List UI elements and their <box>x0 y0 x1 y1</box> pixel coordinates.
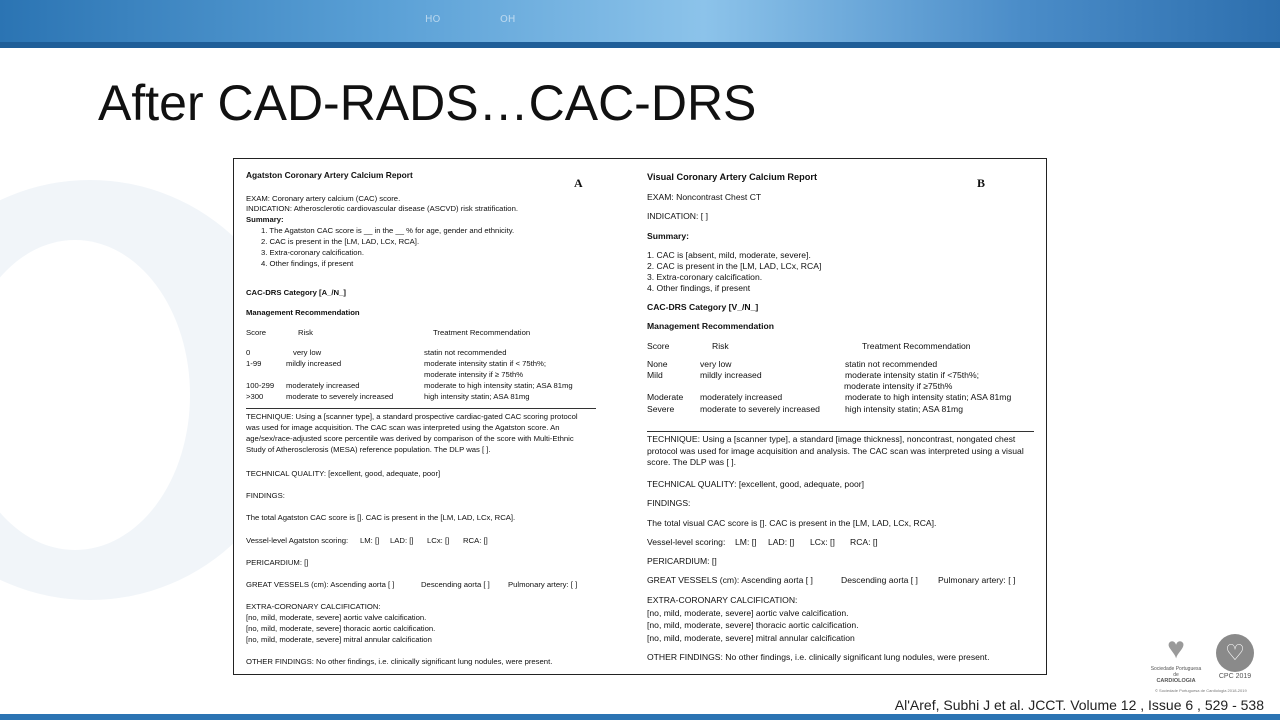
spc-logo-name: CARDIOLOGIA <box>1156 678 1196 684</box>
report-b-findings: FINDINGS: <box>647 498 691 508</box>
report-a-extra-item: [no, mild, moderate, severe] thoracic aortic calcification. <box>246 624 436 633</box>
report-a-management: Management Recommendation <box>246 308 360 317</box>
report-b-category: CAC-DRS Category [V_/N_] <box>647 302 759 312</box>
report-a-row-risk: moderately increased <box>286 381 360 390</box>
report-a-letter: A <box>574 176 583 190</box>
report-a-great-vessels: GREAT VESSELS (cm): Ascending aorta [ ] <box>246 580 395 589</box>
report-a-extra-item: [no, mild, moderate, severe] mitral annular calcification <box>246 635 432 644</box>
report-b-vessel-lcx: LCx: [] <box>810 537 835 547</box>
report-b-great-vessels: GREAT VESSELS (cm): Ascending aorta [ ] <box>647 575 813 585</box>
banner-glyph-ho: HO <box>425 14 441 25</box>
report-b-vessel-lad: LAD: [] <box>768 537 795 547</box>
report-a-category: CAC-DRS Category [A_/N_] <box>246 288 346 297</box>
report-b-row-score: Mild <box>647 370 663 380</box>
heart-icon: ♥ <box>1167 632 1185 665</box>
report-b-extra-item: [no, mild, moderate, severe] mitral annular calcification <box>647 633 855 643</box>
report-a-technique: TECHNIQUE: Using a [scanner type], a standard prospective cardiac-gated CAC scoring protocol was used for image acquisition. The CAC scan was interpreted using the Agatston score. An age/sex/race-adjusted score percentile was derived by comparison of the score with Multi-Ethnic Study of Atherosclerosis (MESA) reference population. The DLP was [ ]. <box>246 412 578 454</box>
report-a-findings: FINDINGS: <box>246 491 285 500</box>
report-b-management: Management Recommendation <box>647 321 775 331</box>
report-a-other: OTHER FINDINGS: No other findings, i.e. clinically significant lung nodules, were present. <box>246 657 553 666</box>
report-b-extra-label: EXTRA-CORONARY CALCIFICATION: <box>647 595 798 605</box>
report-a-total: The total Agatston CAC score is []. CAC is present in the [LM, LAD, LCx, RCA]. <box>246 513 516 522</box>
report-b-row-score: Severe <box>647 404 675 414</box>
report-a-pericardium: PERICARDIUM: [] <box>246 558 309 567</box>
report-b-row-treatment: high intensity statin; ASA 81mg <box>845 404 963 414</box>
report-b-total: The total visual CAC score is []. CAC is present in the [LM, LAD, LCx, RCA]. <box>647 518 937 528</box>
report-a-col-score: Score <box>246 328 267 337</box>
report-b-vessel-label: Vessel-level scoring: <box>647 537 726 547</box>
report-b-summary-item: 2. CAC is present in the [LM, LAD, LCx, RCA] <box>647 261 822 271</box>
report-a-row-score: 0 <box>246 348 251 357</box>
report-b-pulmonary: Pulmonary artery: [ ] <box>938 575 1016 585</box>
report-b-exam: EXAM: Noncontrast Chest CT <box>647 192 762 202</box>
report-a-row-risk: very low <box>293 348 322 357</box>
report-a-vessel-label: Vessel-level Agatston scoring: <box>246 536 349 545</box>
report-a-row-treatment: moderate to high intensity statin; ASA 81mg <box>424 381 573 390</box>
report-b-row-risk: moderately increased <box>700 392 783 402</box>
report-b-technique: TECHNIQUE: Using a [scanner type], a standard [image thickness], noncontrast, nongated chest protocol was used for image acquisition and analysis. The CAC scan was interpreted using a visual score. The DLP was [ ]. <box>647 434 1024 468</box>
report-a-vessel-lcx: LCx: [] <box>427 536 450 545</box>
report-a-row-treatment: moderate intensity if ≥ 75th% <box>424 370 524 379</box>
spc-logo-caption: Sociedade Portuguesa de <box>1150 666 1202 678</box>
heart-outline-icon: ♡ <box>1216 634 1254 672</box>
report-a-summary-item: 1. The Agatston CAC score is __ in the __ % for age, gender and ethnicity. <box>261 226 515 235</box>
report-b-extra-item: [no, mild, moderate, severe] aortic valve calcification. <box>647 608 849 618</box>
report-a-summary-item: 2. CAC is present in the [LM, LAD, LCx, RCA]. <box>261 237 420 246</box>
top-banner <box>0 0 1280 48</box>
report-a-title: Agatston Coronary Artery Calcium Report <box>246 170 413 180</box>
report-a-summary-item: 3. Extra-coronary calcification. <box>261 248 364 257</box>
report-b-summary-item: 4. Other findings, if present <box>647 283 751 293</box>
report-a-row-score: 100-299 <box>246 381 275 390</box>
report-a-vessel-rca: RCA: [] <box>463 536 488 545</box>
bottom-bar <box>0 714 1280 720</box>
slide-title: After CAD-RADS…CAC-DRS <box>98 75 757 131</box>
report-b-row-risk: mildly increased <box>700 370 762 380</box>
report-b-row-score: Moderate <box>647 392 684 402</box>
report-b-vessel-lm: LM: [] <box>735 537 757 547</box>
report-figure <box>233 158 1047 675</box>
report-a-row-treatment: moderate intensity statin if < 75th%; <box>424 359 546 368</box>
report-b-col-score: Score <box>647 341 670 351</box>
report-b-letter: B <box>977 176 986 190</box>
report-b-row-risk: very low <box>700 359 732 369</box>
report-b-pericardium: PERICARDIUM: [] <box>647 556 717 566</box>
report-b-col-treatment: Treatment Recommendation <box>862 341 971 351</box>
report-a-summary-item: 4. Other findings, if present <box>261 259 354 268</box>
report-a-summary-label: Summary: <box>246 215 284 224</box>
report-a-pulmonary: Pulmonary artery: [ ] <box>508 580 578 589</box>
report-b-divider <box>647 431 1034 432</box>
spc-logo <box>1150 632 1202 684</box>
banner-glyph-oh: OH <box>500 14 516 25</box>
logo-footnote: © Sociedade Portuguesa de Cardiologia 2018-2019 <box>1155 688 1247 693</box>
report-b-summary-item: 1. CAC is [absent, mild, moderate, severe]. <box>647 250 811 260</box>
report-a-row-score: >300 <box>246 392 264 401</box>
cpc-logo <box>1213 634 1257 680</box>
report-a-row-risk: moderate to severely increased <box>286 392 394 401</box>
report-b-descending: Descending aorta [ ] <box>841 575 918 585</box>
report-a-row-risk: mildly increased <box>286 359 342 368</box>
report-a-col-treatment: Treatment Recommendation <box>433 328 531 337</box>
report-a-descending: Descending aorta [ ] <box>421 580 490 589</box>
report-b-row-treatment: statin not recommended <box>845 359 938 369</box>
report-a-extra-label: EXTRA-CORONARY CALCIFICATION: <box>246 602 381 611</box>
report-a-row-treatment: statin not recommended <box>424 348 507 357</box>
report-a-vessel-lm: LM: [] <box>360 536 380 545</box>
report-a-col-risk: Risk <box>298 328 313 337</box>
report-a-row-score: 1-99 <box>246 359 262 368</box>
report-b-row-treatment: moderate to high intensity statin; ASA 81mg <box>845 392 1012 402</box>
report-a-exam: EXAM: Coronary artery calcium (CAC) score. <box>246 194 401 203</box>
report-b-title: Visual Coronary Artery Calcium Report <box>647 172 818 182</box>
report-a-divider <box>246 408 596 409</box>
report-a-indication: INDICATION: Atherosclerotic cardiovascular disease (ASCVD) risk stratification. <box>246 204 518 213</box>
cpc-logo-caption: CPC 2019 <box>1218 673 1252 680</box>
report-a-quality: TECHNICAL QUALITY: [excellent, good, adequate, poor] <box>246 469 441 478</box>
report-b-col-risk: Risk <box>712 341 729 351</box>
report-b-indication: INDICATION: [ ] <box>647 211 708 221</box>
report-b-vessel-rca: RCA: [] <box>850 537 878 547</box>
report-b-quality: TECHNICAL QUALITY: [excellent, good, adequate, poor] <box>647 479 865 489</box>
report-a-row-treatment: high intensity statin; ASA 81mg <box>424 392 530 401</box>
citation: Al'Aref, Subhi J et al. JCCT. Volume 12 , Issue 6 , 529 - 538 <box>894 697 1264 713</box>
report-b-other: OTHER FINDINGS: No other findings, i.e. clinically significant lung nodules, were present. <box>647 652 990 662</box>
report-b-row-risk: moderate to severely increased <box>700 404 820 414</box>
report-b-summary-label: Summary: <box>647 231 690 241</box>
report-a-extra-item: [no, mild, moderate, severe] aortic valve calcification. <box>246 613 427 622</box>
report-b-summary-item: 3. Extra-coronary calcification. <box>647 272 763 282</box>
report-b-row-treatment: moderate intensity statin if <75th%; <box>845 370 979 380</box>
report-b-row-treatment: moderate intensity if ≥75th% <box>844 381 953 391</box>
report-b-row-score: None <box>647 359 668 369</box>
report-b-extra-item: [no, mild, moderate, severe] thoracic aortic calcification. <box>647 620 859 630</box>
report-a-vessel-lad: LAD: [] <box>390 536 414 545</box>
